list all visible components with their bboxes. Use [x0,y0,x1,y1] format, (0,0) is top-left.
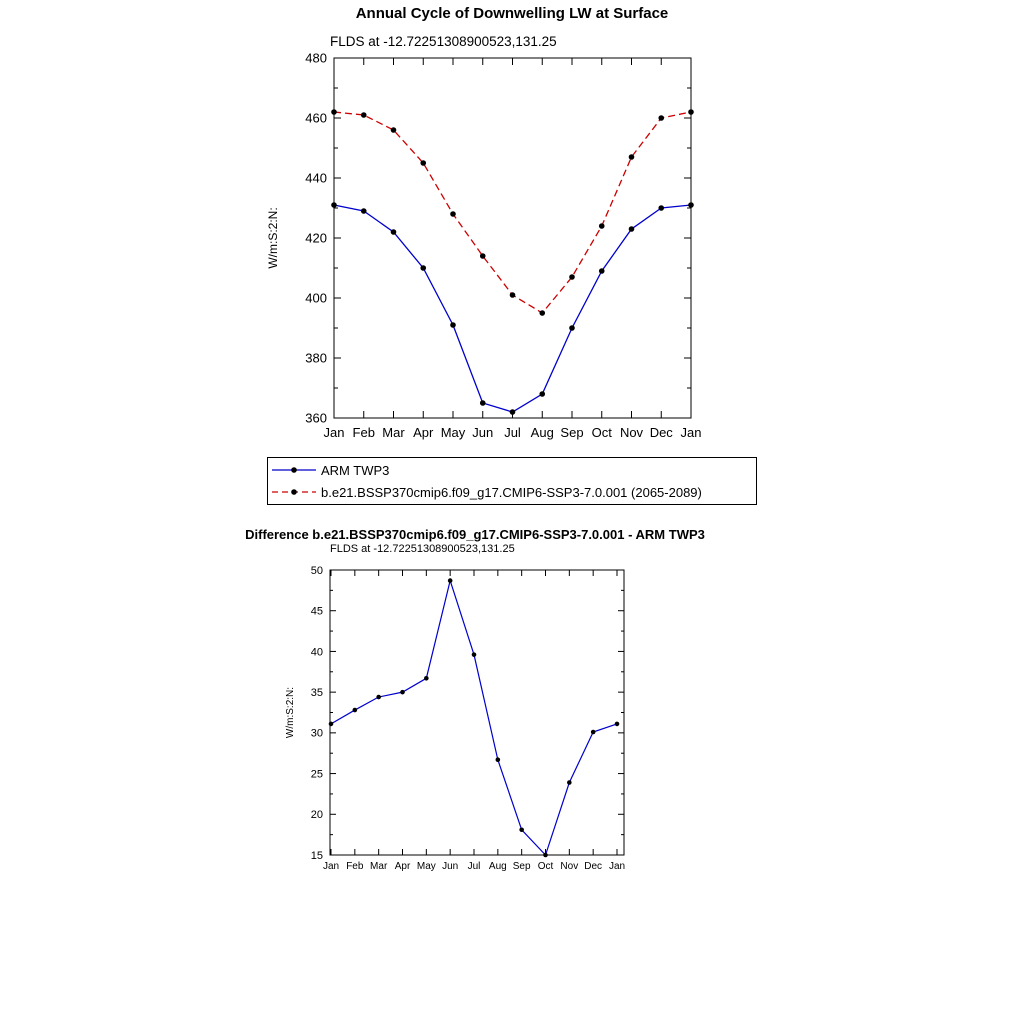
data-point-marker [569,325,575,331]
y-axis-title: W/m:S:2:N: [266,207,280,269]
y-tick-label: 30 [310,727,323,740]
x-tick-label: Sep [512,861,531,872]
data-point-marker [519,827,524,832]
data-point-marker [361,208,367,214]
y-tick-label: 25 [310,768,323,781]
legend-label: ARM TWP3 [321,462,390,478]
plot-frame [334,58,691,418]
data-point-marker [450,322,456,328]
data-point-marker [591,730,596,735]
chart2-subtitle: FLDS at -12.72251308900523,131.25 [330,543,515,555]
data-point-marker [420,160,426,166]
data-point-marker [480,400,486,406]
x-tick-label: Oct [591,425,612,440]
data-point-marker [688,202,694,208]
x-tick-label: Mar [382,425,405,440]
data-point-marker [420,265,426,271]
data-point-marker [331,109,337,115]
x-tick-label: Jul [504,425,521,440]
data-point-marker [329,722,334,727]
data-point-marker [424,676,429,681]
x-tick-label: Aug [530,425,554,440]
data-point-marker [496,757,501,762]
y-tick-label: 420 [305,230,327,246]
data-point-marker [539,310,545,316]
legend-line-sample-solid-blue [271,463,317,477]
x-tick-label: May [440,425,466,440]
x-tick-label: Feb [346,861,364,872]
data-point-marker [658,205,664,211]
x-tick-label: Mar [370,861,388,872]
x-tick-label: Feb [352,425,375,440]
data-point-marker [688,109,694,115]
data-point-marker [331,202,337,208]
data-point-marker [361,112,367,118]
data-point-marker [615,722,620,727]
data-point-marker [629,154,635,160]
x-tick-label: Jan [680,425,702,440]
chart-1-plot-area [266,51,701,440]
data-point-marker [400,690,405,695]
data-point-marker [599,268,605,274]
x-tick-label: Nov [619,425,644,440]
chart1-subtitle: FLDS at -12.72251308900523,131.25 [330,34,557,49]
data-point-marker [353,708,358,713]
x-tick-label: May [416,861,436,872]
legend-item-arm-twp3 [268,459,756,481]
data-point-marker [629,226,635,232]
legend-item-model-run [268,481,756,503]
legend-sample-marker [291,489,297,495]
x-tick-label: Aug [488,861,507,872]
data-point-marker [376,695,381,700]
y-axis-title: W/m:S:2:N: [285,686,296,739]
data-point-marker [539,391,545,397]
x-tick-label: Apr [394,861,411,872]
y-tick-label: 380 [305,350,327,366]
data-point-marker [543,853,548,858]
data-point-marker [599,223,605,229]
y-tick-label: 40 [310,646,323,659]
x-tick-label: Apr [413,425,434,440]
x-tick-label: Jan [323,425,345,440]
data-point-marker [510,292,516,298]
data-point-marker [567,780,572,785]
chart-2-plot-area [285,565,625,872]
x-tick-label: Jan [608,861,626,872]
y-tick-label: 20 [310,809,323,822]
legend-label: b.e21.BSSP370cmip6.f09_g17.CMIP6-SSP3-7.0.001 (2065-2089) [321,484,702,500]
x-tick-label: Dec [584,861,603,872]
data-point-marker [391,229,397,235]
x-tick-label: Nov [560,861,579,872]
data-point-marker [448,578,453,583]
series-line-1 [334,112,691,313]
data-point-marker [472,652,477,657]
y-tick-label: 50 [310,564,323,577]
data-point-marker [569,274,575,280]
y-tick-label: 360 [305,410,327,426]
x-tick-label: Jan [322,861,340,872]
data-point-marker [510,409,516,415]
data-point-marker [480,253,486,259]
y-tick-label: 460 [305,110,327,126]
series-line-0 [334,205,691,412]
x-tick-label: Sep [560,425,584,440]
x-tick-label: Dec [649,425,673,440]
legend-sample-marker [291,467,297,473]
data-point-marker [450,211,456,217]
legend-line-sample-dashed-red [271,485,317,499]
x-tick-label: Jun [472,425,494,440]
y-tick-label: 15 [310,849,323,862]
x-tick-label: Jun [442,861,459,872]
x-tick-label: Oct [537,861,554,872]
y-tick-label: 440 [305,170,327,186]
data-point-marker [658,115,664,121]
y-tick-label: 480 [305,50,327,66]
y-tick-label: 400 [305,290,327,306]
chart1-title: Annual Cycle of Downwelling LW at Surface [355,5,669,22]
y-tick-label: 45 [310,605,323,618]
y-tick-label: 35 [310,686,323,699]
series-line-0 [331,581,617,855]
x-tick-label: Jul [467,861,481,872]
legend-box [267,457,757,505]
plot-frame [330,570,624,855]
data-point-marker [391,127,397,133]
chart2-title: Difference b.e21.BSSP370cmip6.f09_g17.CMIP6-SSP3-7.0.001 - ARM TWP3 [245,527,705,542]
